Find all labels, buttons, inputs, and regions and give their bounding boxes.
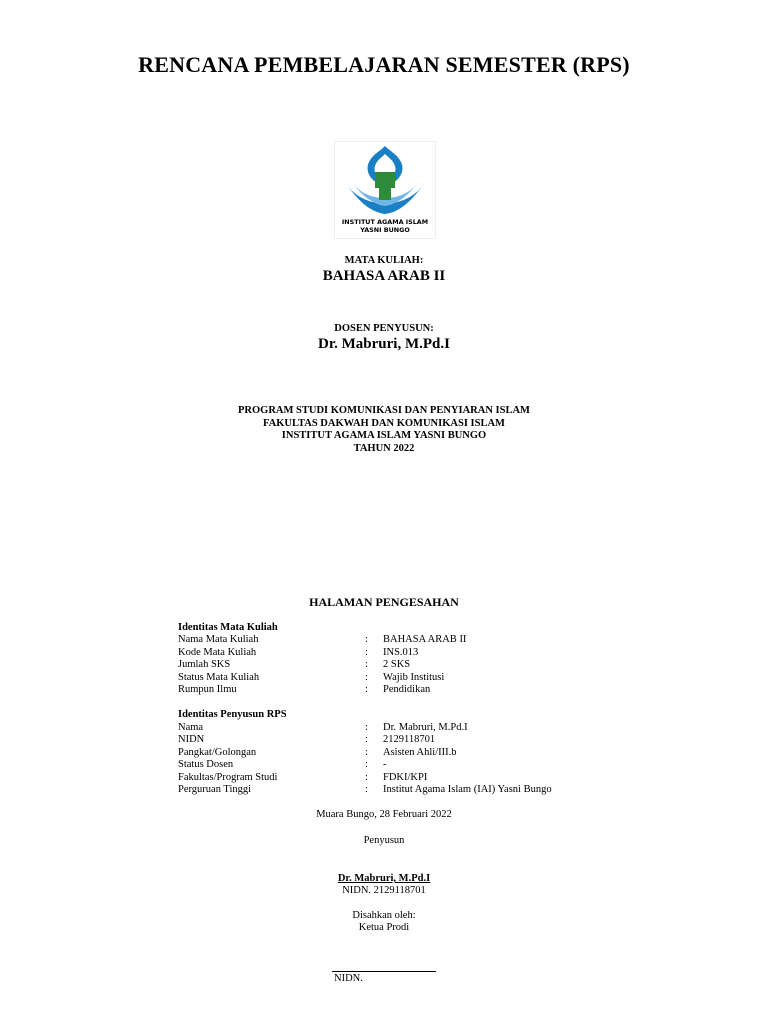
identity-row: [178, 759, 598, 772]
course-identity-heading: Identitas Mata Kuliah: [178, 622, 278, 633]
faculty-name: FAKULTAS DAKWAH DAN KOMUNIKASI ISLAM: [263, 417, 505, 429]
identity-value: Dr. Mabruri, M.Pd.I: [383, 722, 468, 733]
identity-sep: :: [365, 647, 368, 658]
identity-value: Institut Agama Islam (IAI) Yasni Bungo: [383, 784, 552, 795]
identity-key: Perguruan Tinggi: [178, 784, 252, 795]
place-date: Muara Bungo, 28 Februari 2022: [316, 809, 452, 820]
identity-key: Fakultas/Program Studi: [178, 772, 278, 783]
identity-value: INS.013: [383, 647, 419, 658]
ratified-by-label: Disahkan oleh:: [352, 910, 416, 921]
identity-sep: :: [365, 684, 368, 695]
identity-row: [178, 747, 598, 760]
composer-label: Penyusun: [363, 835, 405, 846]
identity-row: [178, 684, 598, 697]
identity-value: -: [383, 759, 387, 770]
ratifier-nidn: NIDN.: [334, 973, 363, 984]
identity-sep: :: [365, 659, 368, 670]
identity-value: Asisten Ahli/III.b: [383, 747, 457, 758]
identity-sep: :: [365, 747, 368, 758]
identity-key: Status Mata Kuliah: [178, 672, 260, 683]
course-name: BAHASA ARAB II: [322, 268, 446, 284]
author-name: Dr. Mabruri, M.Pd.I: [318, 336, 450, 352]
identity-sep: :: [365, 772, 368, 783]
document-year: TAHUN 2022: [353, 442, 415, 454]
identity-value: FDKI/KPI: [383, 772, 428, 783]
identity-row: [178, 784, 598, 797]
identity-sep: :: [365, 734, 368, 745]
institution-logo: [334, 141, 436, 239]
identity-value: 2 SKS: [383, 659, 411, 670]
identity-row: [178, 722, 598, 735]
identity-key: Pangkat/Golongan: [178, 747, 257, 758]
identity-sep: :: [365, 672, 368, 683]
institute-name: INSTITUT AGAMA ISLAM YASNI BUNGO: [281, 430, 487, 441]
author-label: DOSEN PENYUSUN:: [334, 323, 434, 334]
identity-row: [178, 659, 598, 672]
identity-value: 2129118701: [383, 734, 436, 745]
identity-key: Nama Mata Kuliah: [178, 634, 259, 645]
composer-nidn: NIDN. 2129118701: [342, 885, 426, 896]
identity-key: Kode Mata Kuliah: [178, 647, 257, 658]
identity-row: [178, 672, 598, 685]
composer-name: Dr. Mabruri, M.Pd.I: [337, 873, 431, 884]
identity-row: [178, 647, 598, 660]
identity-value: Wajib Institusi: [383, 672, 445, 683]
signature-line: [332, 971, 436, 972]
ratifier-role: Ketua Prodi: [358, 922, 410, 933]
author-identity-heading: Identitas Penyusun RPS: [178, 709, 287, 720]
identity-row: [178, 734, 598, 747]
identity-key: Status Dosen: [178, 759, 234, 770]
identity-key: NIDN: [178, 734, 205, 745]
identity-row: [178, 772, 598, 785]
institution-block: [0, 405, 768, 455]
identity-value: BAHASA ARAB II: [383, 634, 467, 645]
identity-sep: :: [365, 722, 368, 733]
approval-heading: HALAMAN PENGESAHAN: [309, 595, 459, 609]
document-title: RENCANA PEMBELAJARAN SEMESTER (RPS): [138, 52, 630, 77]
identity-sep: :: [365, 759, 368, 770]
identity-key: Nama: [178, 722, 204, 733]
program-name: PROGRAM STUDI KOMUNIKASI DAN PENYIARAN ISLAM: [238, 405, 530, 416]
logo-text-line2: YASNI BUNGO: [360, 226, 410, 234]
identity-sep: :: [365, 784, 368, 795]
identity-value: Pendidikan: [383, 684, 431, 695]
identity-key: Rumpun Ilmu: [178, 684, 237, 695]
identity-row: [178, 634, 598, 647]
course-label: MATA KULIAH:: [344, 255, 424, 266]
logo-emblem-icon: [335, 142, 435, 238]
identity-key: Jumlah SKS: [178, 659, 231, 670]
logo-text-line1: INSTITUT AGAMA ISLAM: [341, 218, 429, 226]
identity-sep: :: [365, 634, 368, 645]
